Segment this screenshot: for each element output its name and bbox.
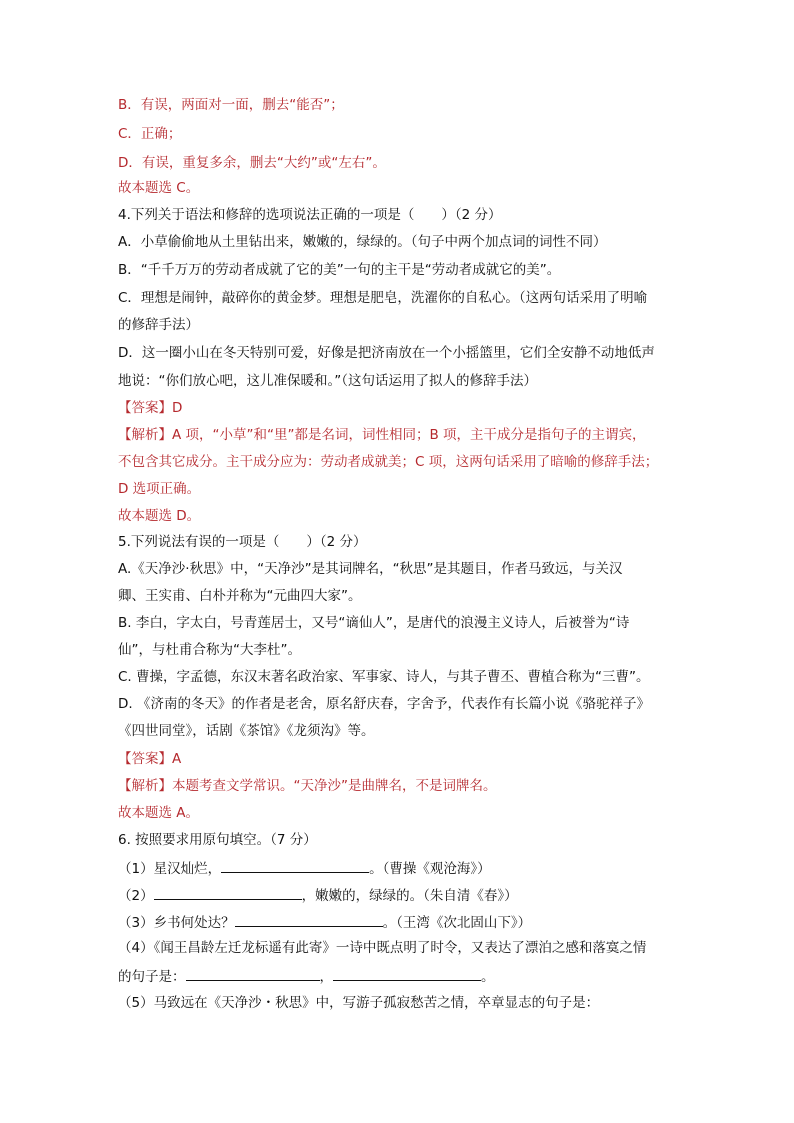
q5-stem: 5.下列说法有误的一项是（ ）（2 分） <box>118 534 367 550</box>
fill-blank[interactable] <box>186 966 320 981</box>
item-separator: ， <box>319 969 333 985</box>
q3-option-d-note: D．有误，重复多余，删去“大约”或“左右”。 <box>118 155 386 171</box>
q5-option-a-cont: 卿、王实甫、白朴并称为“元曲四大家”。 <box>118 588 362 604</box>
fill-blank[interactable] <box>154 885 302 900</box>
analysis-text: 本题考查文学常识。“天净沙”是曲牌名，不是词牌名。 <box>172 778 497 794</box>
q5-answer <box>118 750 181 768</box>
q3-option-c-note: C．正确； <box>118 126 182 142</box>
q6-item-4: （4）《闻王昌龄左迁龙标遥有此寄》一诗中既点明了时令，又表达了漂泊之感和落寞之情 <box>118 940 647 956</box>
q5-option-d-cont: 《四世同堂》，话剧《茶馆》《龙须沟》等。 <box>118 723 375 739</box>
q4-option-c-cont: 的修辞手法） <box>118 317 199 333</box>
q4-stem: 4.下列关于语法和修辞的选项说法正确的一项是（ ）（2 分） <box>118 207 502 223</box>
q4-answer <box>118 399 182 417</box>
q4-option-a: A．小草偷偷地从土里钻出来，嫩嫩的，绿绿的。（句子中两个加点词的词性不同） <box>118 234 607 250</box>
q5-option-c: C. 曹操，字孟德，东汉末著名政治家、军事家、诗人，与其子曹丕、曹植合称为“三曹”。 <box>118 669 650 685</box>
q4-option-b: B．“千千万万的劳动者成就了它的美”一句的主干是“劳动者成就它的美”。 <box>118 262 561 278</box>
analysis-label: 【解析】 <box>118 427 172 443</box>
item-prefix: （1）星汉灿烂， <box>118 861 222 877</box>
q6-item-4-cont <box>118 966 495 986</box>
item-suffix: ，嫩嫩的，绿绿的。（朱自清《春》） <box>301 888 518 904</box>
answer-label: 【答案】 <box>118 751 172 767</box>
q4-option-c: C．理想是闹钟，敲碎你的黄金梦。理想是肥皂，洗濯你的自私心。（这两句话采用了明喻 <box>118 290 648 306</box>
q4-option-d: D．这一圈小山在冬天特别可爱，好像是把济南放在一个小摇篮里，它们全安静不动地低声 <box>118 345 655 361</box>
fill-blank[interactable] <box>221 858 369 873</box>
q5-analysis <box>118 777 497 795</box>
q4-analysis-cont2: D 选项正确。 <box>118 481 201 497</box>
item-suffix: 。（王湾《次北固山下》） <box>382 915 532 931</box>
q6-item-5: （5）马致远在《天净沙・秋思》中，写游子孤寂愁苦之情，卒章显志的句子是： <box>118 995 600 1011</box>
item-suffix: 。（曹操《观沧海》） <box>369 861 491 877</box>
item-prefix: 的句子是： <box>118 969 186 985</box>
q5-option-b: B. 李白，字太白，号青莲居士，又号“谪仙人”，是唐代的浪漫主义诗人，后被誉为“诗 <box>118 615 630 631</box>
q4-analysis-cont: 不包含其它成分。主干成分应为：劳动者成就美；C 项，这两句话采用了暗喻的修辞手法； <box>118 454 659 470</box>
q3-option-b-note: B．有误，两面对一面，删去“能否”； <box>118 97 344 113</box>
item-suffix: 。 <box>481 969 495 985</box>
q6-item-1 <box>118 858 491 878</box>
answer-value: D <box>172 400 183 416</box>
item-prefix: （2） <box>118 888 154 904</box>
q4-analysis <box>118 426 646 444</box>
q3-conclusion: 故本题选 C。 <box>118 180 200 196</box>
q5-conclusion: 故本题选 A。 <box>118 805 200 821</box>
q5-option-d: D. 《济南的冬天》的作者是老舍，原名舒庆春，字舍予，代表作有长篇小说《骆驼祥子》 <box>118 696 650 712</box>
q6-stem: 6. 按照要求用原句填空。（7 分） <box>118 832 317 848</box>
q6-item-2 <box>118 885 518 905</box>
fill-blank[interactable] <box>333 966 481 981</box>
analysis-label: 【解析】 <box>118 778 172 794</box>
q4-option-d-cont: 地说：“你们放心吧，这儿准保暖和。”（这句话运用了拟人的修辞手法） <box>118 373 537 389</box>
q5-option-b-cont: 仙”，与杜甫合称为“大李杜”。 <box>118 642 301 658</box>
fill-blank[interactable] <box>235 912 383 927</box>
analysis-text: A 项，“小草”和“里”都是名词，词性相同；B 项，主干成分是指句子的主谓宾， <box>172 427 646 443</box>
q4-conclusion: 故本题选 D。 <box>118 508 201 524</box>
q6-item-3 <box>118 912 531 932</box>
answer-value: A <box>172 751 182 767</box>
item-prefix: （3）乡书何处达？ <box>118 915 235 931</box>
q5-option-a: A.《天净沙·秋思》中，“天净沙”是其词牌名，“秋思”是其题目，作者马致远，与关汉 <box>118 561 623 577</box>
answer-label: 【答案】 <box>118 400 172 416</box>
